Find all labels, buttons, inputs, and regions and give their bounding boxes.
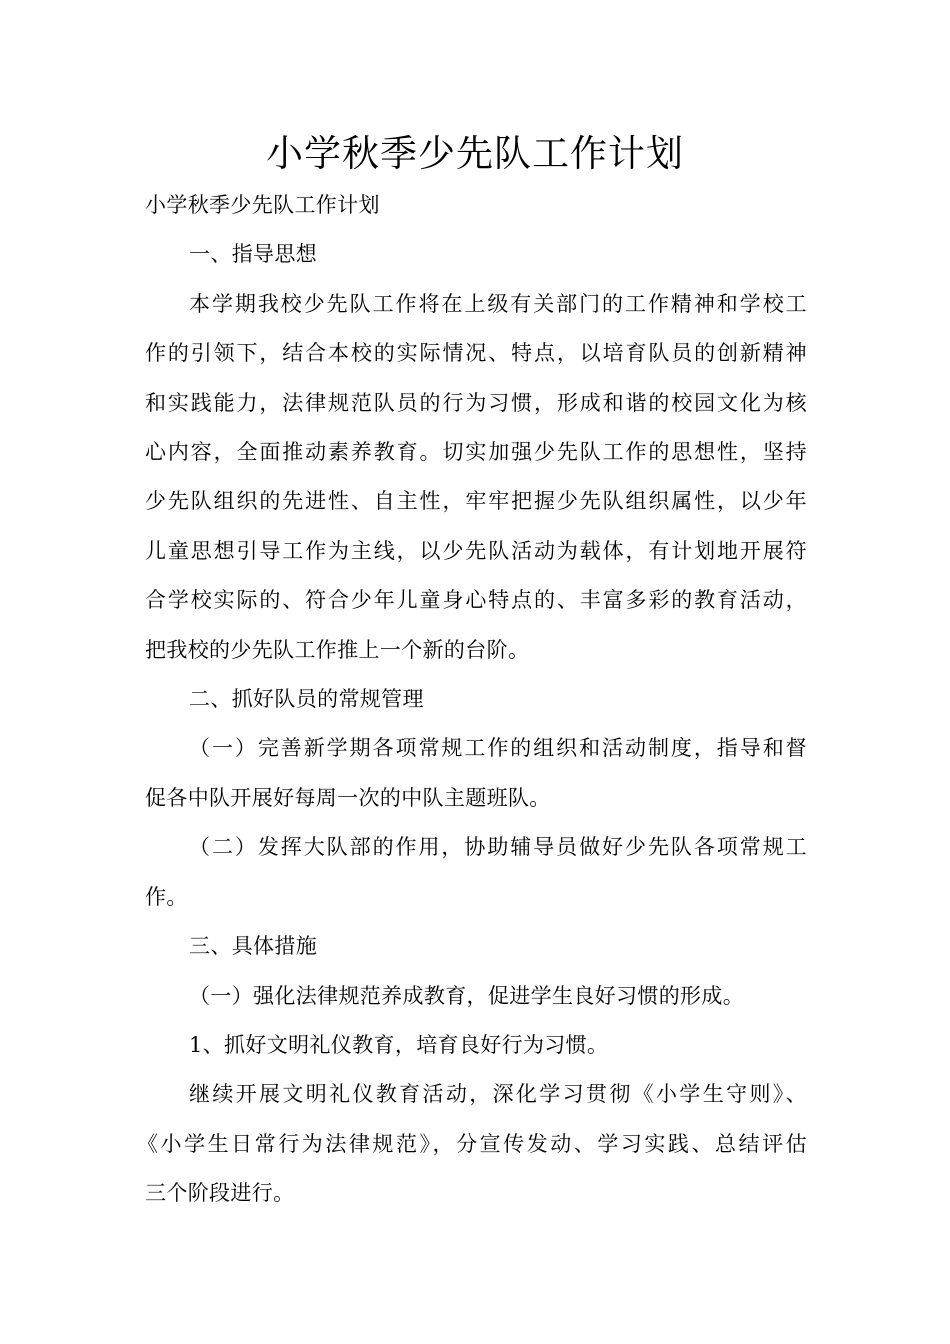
document-body bbox=[137, 181, 807, 1219]
text-line: （二）发挥大队部的作用，协助辅导员做好少先队各项常规工 bbox=[189, 835, 807, 860]
paragraph-etiquette-education bbox=[137, 1070, 807, 1218]
paragraph-routine-item-2 bbox=[145, 823, 807, 922]
text-line: 合学校实际的、符合少年儿童身心特点的、丰富多彩的教育活动， bbox=[145, 588, 807, 613]
text-line: 作的引领下，结合本校的实际情况、特点，以培育队员的创新精神 bbox=[145, 341, 807, 366]
text-line: 《小学生日常行为法律规范》，分宣传发动、学习实践、总结评估 bbox=[137, 1131, 807, 1156]
section-heading-specific-measures: 三、具体措施 bbox=[189, 934, 318, 959]
text-line: 本学期我校少先队工作将在上级有关部门的工作精神和学校工 bbox=[189, 291, 807, 316]
text-line: 继续开展文明礼仪教育活动，深化学习贯彻《小学生守则》、 bbox=[189, 1082, 807, 1107]
paragraph-routine-item-1 bbox=[145, 724, 807, 823]
document-subtitle: 小学秋季少先队工作计划 bbox=[145, 193, 380, 217]
text-line: 儿童思想引导工作为主线，以少先队活动为载体，有计划地开展符 bbox=[145, 538, 807, 563]
text-line: （一）完善新学期各项常规工作的组织和活动制度，指导和督 bbox=[189, 736, 807, 761]
measures-point-1: 1、抓好文明礼仪教育，培育良好行为习惯。 bbox=[189, 1032, 609, 1057]
section-heading-guiding-thought: 一、指导思想 bbox=[189, 242, 318, 267]
text-line: 心内容，全面推动素养教育。切实加强少先队工作的思想性，坚持 bbox=[145, 440, 807, 465]
text-line: 促各中队开展好每周一次的中队主题班队。 bbox=[145, 785, 551, 810]
text-line: 把我校的少先队工作推上一个新的台阶。 bbox=[145, 637, 530, 662]
measures-item-1: （一）强化法律规范养成教育，促进学生良好习惯的形成。 bbox=[189, 983, 745, 1008]
section-heading-routine-management: 二、抓好队员的常规管理 bbox=[189, 687, 424, 712]
text-line: 少先队组织的先进性、自主性，牢牢把握少先队组织属性，以少年 bbox=[145, 489, 807, 514]
text-line: 三个阶段进行。 bbox=[145, 1181, 295, 1206]
text-line: 作。 bbox=[145, 884, 188, 909]
text-line: 和实践能力，法律规范队员的行为习惯，形成和谐的校园文化为核 bbox=[145, 390, 807, 415]
paragraph-guiding-thought bbox=[145, 280, 807, 675]
document-title: 小学秋季少先队工作计划 bbox=[266, 132, 684, 175]
